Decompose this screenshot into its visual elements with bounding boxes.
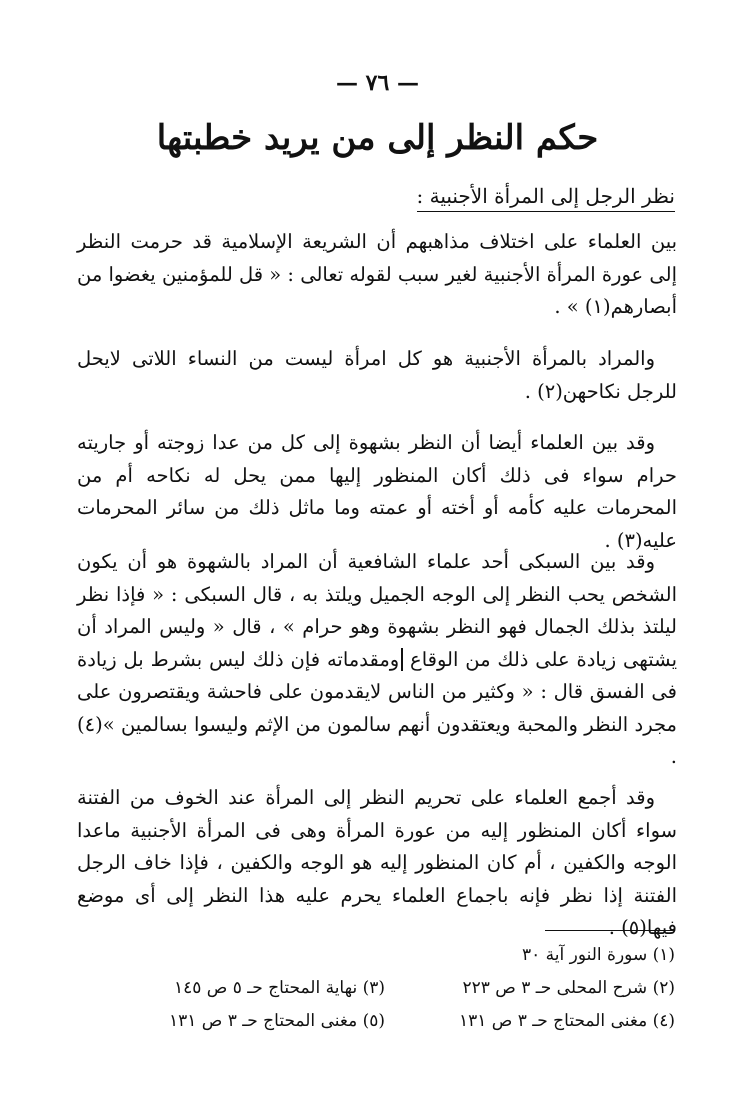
paragraph-4-text-end: « وكثير من الناس لايقدمون على فاحشة ويقتصرون على مجرد النظر والمحبة ويعتقدون أنهم سالمون من الإثم وليسوا بسالمين »(٤) .	[77, 680, 677, 768]
footnote-row-2	[115, 971, 675, 1004]
section-subheading: نظر الرجل إلى المرأة الأجنبية :	[417, 184, 676, 212]
paragraph-1	[77, 226, 677, 324]
paragraph-4	[77, 546, 677, 774]
footnote-5: (٥) مغنى المحتاج حـ ٣ ص ١٣١	[168, 1010, 385, 1031]
footnote-1: (١) سورة النور آية ٣٠	[521, 944, 675, 965]
footnote-2: (٢) شرح المحلى حـ ٣ ص ٢٢٣	[462, 977, 675, 998]
paragraph-5	[77, 782, 677, 945]
footnote-row-1	[115, 938, 675, 971]
paragraph-5-text: وقد أجمع العلماء على تحريم النظر إلى المرأة عند الخوف من الفتنة سواء أكان المنظور إليه من عورة المرأة وهى فى المرأة الأجنبية ماعدا الوجه والكفين ، أم كان المنظور إليه هو الوجه والكفين ، فإذا خاف الرجل الفتنة إذا نظر فإنه باجماع العلماء يحرم عليه هذا النظر إلى أى موضع فيها(٥) .	[77, 786, 677, 939]
page-number: — ٧٦ —	[336, 70, 419, 96]
footnotes	[115, 938, 675, 1037]
footnote-divider	[545, 930, 675, 931]
paragraph-1-text: بين العلماء على اختلاف مذاهبهم أن الشريعة الإسلامية قد حرمت النظر إلى عورة المرأة الأجنبية لغير سبب لقوله تعالى : « قل للمؤمنين يغضوا من أبصارهم(١) » .	[77, 230, 677, 318]
footnote-4: (٤) مغنى المحتاج حـ ٣ ص ١٣١	[458, 1010, 675, 1031]
paragraph-4-text-start: وقد بين السبكى أحد علماء الشافعية أن المراد بالشهوة هو أن يكون الشخص يحب النظر إلى الوجه الجميل ويلتذ به ، قال السبكى : « فإذا نظر ليلتذ بذلك الجمال فهو النظر بشهوة وهو حرام » ، قال « وليس المراد أن يشتهى زيادة على ذلك من الوقاع	[77, 550, 677, 671]
paragraph-3-text: وقد بين العلماء أيضا أن النظر بشهوة إلى كل من عدا زوجته أو جاريته حرام سواء فى ذلك أكان المنظور إليها ممن يحل له نكاحه أم من المحرمات عليه كأمه أو أخته أو عمته وما ماثل ذلك من سائر المحرمات عليه(٣) .	[77, 431, 677, 552]
paragraph-2-text: والمراد بالمرأة الأجنبية هو كل امرأة ليست من النساء اللاتى لايحل للرجل نكاحهن(٢) .	[77, 347, 677, 403]
footnote-row-3	[115, 1004, 675, 1037]
footnote-3: (٣) نهاية المحتاج حـ ٥ ص ١٤٥	[173, 977, 385, 998]
paragraph-3	[77, 427, 677, 557]
paragraph-4-marked-text: ومقدماته فإن ذلك ليس بشرط بل زيادة فى الفسق قال :	[77, 647, 677, 703]
page-title: حكم النظر إلى من يريد خطبتها	[156, 118, 599, 158]
paragraph-2	[77, 343, 677, 408]
